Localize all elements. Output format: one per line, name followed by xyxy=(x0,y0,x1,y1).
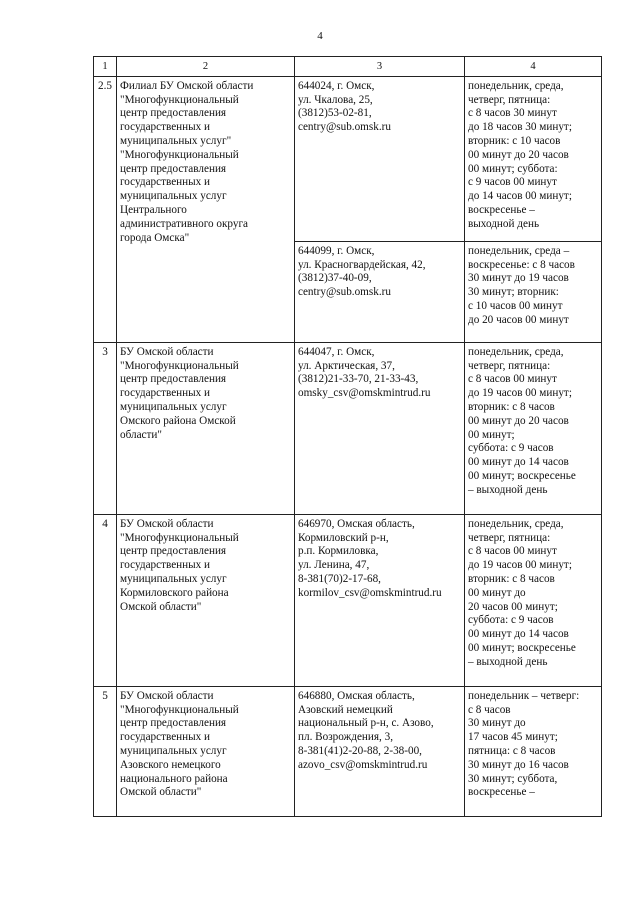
hours-cell: понедельник, среда, четверг, пятница: с 8 часов 00 минут до 19 часов 00 минут; вторник: с 8 часов 00 минут до 20 часов 00 минут; суббота: с 9 часов 00 минут до 14 часов 00 минут; воскресенье – выходной день xyxy=(465,514,602,686)
table-row xyxy=(94,686,602,816)
table-row xyxy=(94,342,602,514)
organization-cell: БУ Омской области "Многофункциональный центр предоставления государственных и муниципальных услуг Кормиловского района Омской области" xyxy=(117,514,295,686)
service-centers-table xyxy=(93,56,602,817)
organization-cell: БУ Омской области "Многофункциональный центр предоставления государственных и муниципальных услуг Азовского немецкого национального района Омской области" xyxy=(117,686,295,816)
address-cell: 644024, г. Омск, ул. Чкалова, 25, (3812)53-02-81, centry@sub.omsk.ru xyxy=(295,76,465,241)
table-row xyxy=(94,514,602,686)
organization-cell: Филиал БУ Омской области "Многофункциональный центр предоставления государственных и муниципальных услуг" "Многофункциональный центр предоставления государственных и муниципальных услуг Центрального административного округа города Омска" xyxy=(117,76,295,342)
row-number: 3 xyxy=(94,342,117,514)
page-number: 4 xyxy=(317,30,323,42)
row-number: 5 xyxy=(94,686,117,816)
hours-cell: понедельник, среда, четверг, пятница: с 8 часов 00 минут до 19 часов 00 минут; вторник: с 8 часов 00 минут до 20 часов 00 минут; суббота: с 9 часов 00 минут до 14 часов 00 минут; воскресенье – выходной день xyxy=(465,342,602,514)
address-cell: 646970, Омская область, Кормиловский р-н, р.п. Кормиловка, ул. Ленина, 47, 8-381(70)2-17-68, kormilov_csv@omskmintrud.ru xyxy=(295,514,465,686)
row-number: 2.5 xyxy=(94,76,117,342)
column-header: 4 xyxy=(465,57,602,77)
column-header: 3 xyxy=(295,57,465,77)
row-number: 4 xyxy=(94,514,117,686)
hours-cell: понедельник – четверг: с 8 часов 30 минут до 17 часов 45 минут; пятница: с 8 часов 30 минут до 16 часов 30 минут; суббота, воскресенье – xyxy=(465,686,602,816)
table-header-row xyxy=(94,57,602,77)
address-cell: 644099, г. Омск, ул. Красногвардейская, 42, (3812)37-40-09, centry@sub.omsk.ru xyxy=(295,241,465,342)
address-cell: 646880, Омская область, Азовский немецкий национальный р-н, с. Азово, пл. Возрождения, 3, 8-381(41)2-20-88, 2-38-00, azovo_csv@omskmintrud.ru xyxy=(295,686,465,816)
hours-cell: понедельник, среда – воскресенье: с 8 часов 30 минут до 19 часов 30 минут; вторник: с 10 часов 00 минут до 20 часов 00 минут xyxy=(465,241,602,342)
hours-cell: понедельник, среда, четверг, пятница: с 8 часов 30 минут до 18 часов 30 минут; вторник: с 10 часов 00 минут до 20 часов 00 минут; суббота: с 9 часов 00 минут до 14 часов 00 минут; воскресенье – выходной день xyxy=(465,76,602,241)
organization-cell: БУ Омской области "Многофункциональный центр предоставления государственных и муниципальных услуг Омского района Омской области" xyxy=(117,342,295,514)
column-header: 2 xyxy=(117,57,295,77)
address-cell: 644047, г. Омск, ул. Арктическая, 37, (3812)21-33-70, 21-33-43, omsky_csv@omskmintrud.ru xyxy=(295,342,465,514)
table-row xyxy=(94,76,602,241)
column-header: 1 xyxy=(94,57,117,77)
